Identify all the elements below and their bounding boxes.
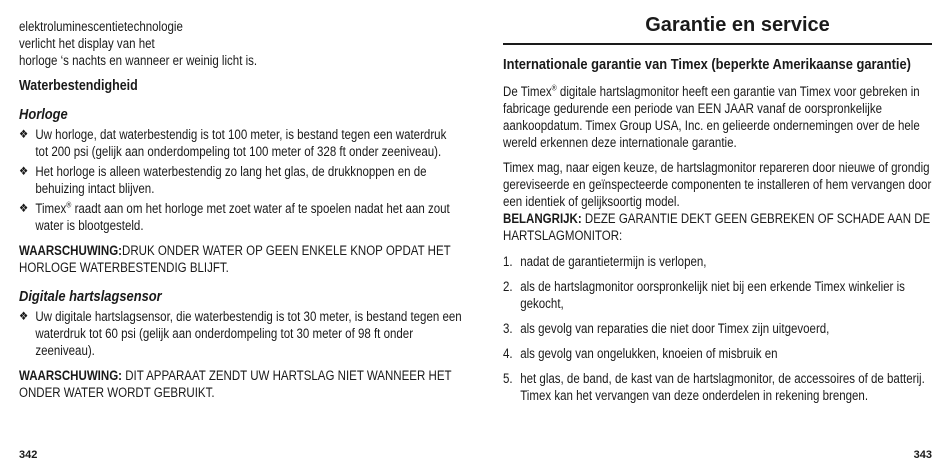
list-text: het glas, de band, de kast van de hartslagmonitor, de accessoires of de batterij. Timex kan het vervangen van deze onderdelen in rekening brengen. bbox=[520, 371, 925, 403]
brand-name: De Timex bbox=[503, 84, 552, 99]
page-number-right: 343 bbox=[913, 449, 932, 461]
list-item bbox=[19, 200, 462, 234]
left-page-content bbox=[19, 18, 462, 401]
warranty-paragraph-2 bbox=[503, 159, 933, 244]
right-page-content bbox=[503, 55, 933, 412]
important-label: BELANGRIJK: bbox=[503, 211, 582, 226]
list-item bbox=[503, 320, 933, 337]
important-text: DEZE GARANTIE DEKT GEEN GEBREKEN OF SCHADE AAN DE HARTSLAGMONITOR: bbox=[503, 211, 931, 243]
list-text: als gevolg van ongelukken, knoeien of misbruik en bbox=[520, 346, 778, 361]
sensor-bullet-list bbox=[19, 308, 462, 359]
list-text: nadat de garantietermijn is verlopen, bbox=[520, 254, 707, 269]
list-item bbox=[503, 278, 933, 312]
page-number-left: 342 bbox=[19, 449, 38, 461]
intro-line: horloge ‘s nachts en wanneer er weinig licht is. bbox=[19, 53, 258, 68]
list-number: 4. bbox=[503, 346, 513, 361]
warning-watch bbox=[19, 242, 458, 276]
warning-label: WAARSCHUWING: bbox=[19, 368, 122, 383]
bullet-diamond-icon: ❖ bbox=[19, 309, 29, 323]
list-text: als gevolg van reparaties die niet door Timex zijn uitgevoerd, bbox=[520, 321, 830, 336]
warning-sensor bbox=[19, 367, 458, 401]
list-item bbox=[503, 370, 933, 404]
exclusion-list bbox=[503, 253, 933, 404]
list-item bbox=[19, 126, 462, 160]
intro-line: verlicht het display van het bbox=[19, 36, 155, 51]
list-number: 3. bbox=[503, 321, 513, 336]
bullet-text: Uw digitale hartslagsensor, die waterbestendig is tot 30 meter, is bestand tegen een waterdruk tot 60 psi (gelijk aan onderdompeling tot 30 meter of 98 ft onder zeeniveau). bbox=[35, 309, 462, 358]
warning-label: WAARSCHUWING: bbox=[19, 243, 122, 258]
bullet-text: Het horloge is alleen waterbestendig zo lang het glas, de drukknoppen en de behuizing intact blijven. bbox=[35, 164, 427, 196]
list-number: 2. bbox=[503, 279, 513, 294]
list-item bbox=[503, 345, 933, 362]
watch-bullet-list bbox=[19, 126, 462, 234]
bullet-text: Uw horloge, dat waterbestendig is tot 100 meter, is bestand tegen een waterdruk tot 200 psi (gelijk aan onderdompeling tot 100 meter of 328 ft onder zeeniveau). bbox=[35, 127, 447, 159]
subheading-heart-rate-sensor: Digitale hartslagsensor bbox=[19, 288, 162, 305]
bullet-text: raadt aan om het horloge met zoet water af te spoelen nadat het aan zout water is blootgesteld. bbox=[35, 201, 450, 233]
list-item bbox=[19, 163, 462, 197]
list-item bbox=[19, 308, 462, 359]
list-number: 5. bbox=[503, 371, 513, 386]
registered-mark: ® bbox=[551, 83, 557, 93]
warranty-paragraph-1 bbox=[503, 83, 933, 151]
list-text: als de hartslagmonitor oorspronkelijk niet bij een erkende Timex winkelier is gekocht, bbox=[520, 279, 905, 311]
list-number: 1. bbox=[503, 254, 513, 269]
list-item bbox=[503, 253, 933, 270]
warranty-heading: Internationale garantie van Timex (beperkte Amerikaanse garantie) bbox=[503, 56, 911, 73]
paragraph-text: Timex mag, naar eigen keuze, de hartslagmonitor repareren door nieuwe of grondig gereviseerde en geïnspecteerde componenten te installeren of hem vervangen door een identiek of gelijksoortig model. bbox=[503, 160, 932, 209]
brand-name: Timex bbox=[35, 201, 67, 216]
paragraph-text: digitale hartslagmonitor heeft een garantie van Timex voor gebreken in fabricage gedurende een periode van EEN JAAR vanaf de oorspronkelijke aankoopdatum. Timex Group USA, Inc. en gelieerde ondernemingen over de hele wereld erkennen deze internationale garantie. bbox=[503, 84, 920, 150]
intro-text bbox=[19, 18, 458, 69]
intro-line: elektroluminescentietechnologie bbox=[19, 19, 183, 34]
warning-text: DIT APPARAAT ZENDT UW HARTSLAG NIET WANNEER HET ONDER WATER WORDT GEBRUIKT. bbox=[19, 368, 452, 400]
section-heading-water-resistance: Waterbestendigheid bbox=[19, 78, 138, 94]
bullet-diamond-icon: ❖ bbox=[19, 201, 29, 215]
page-title: Garantie en service bbox=[645, 14, 830, 36]
registered-mark: ® bbox=[66, 200, 72, 210]
bullet-diamond-icon: ❖ bbox=[19, 127, 29, 141]
warning-text: DRUK ONDER WATER OP GEEN ENKELE KNOP OPDAT HET HORLOGE WATERBESTENDIG BLIJFT. bbox=[19, 243, 451, 275]
bullet-diamond-icon: ❖ bbox=[19, 164, 29, 178]
subheading-watch: Horloge bbox=[19, 106, 68, 123]
title-divider bbox=[503, 43, 932, 45]
right-page bbox=[485, 0, 950, 465]
